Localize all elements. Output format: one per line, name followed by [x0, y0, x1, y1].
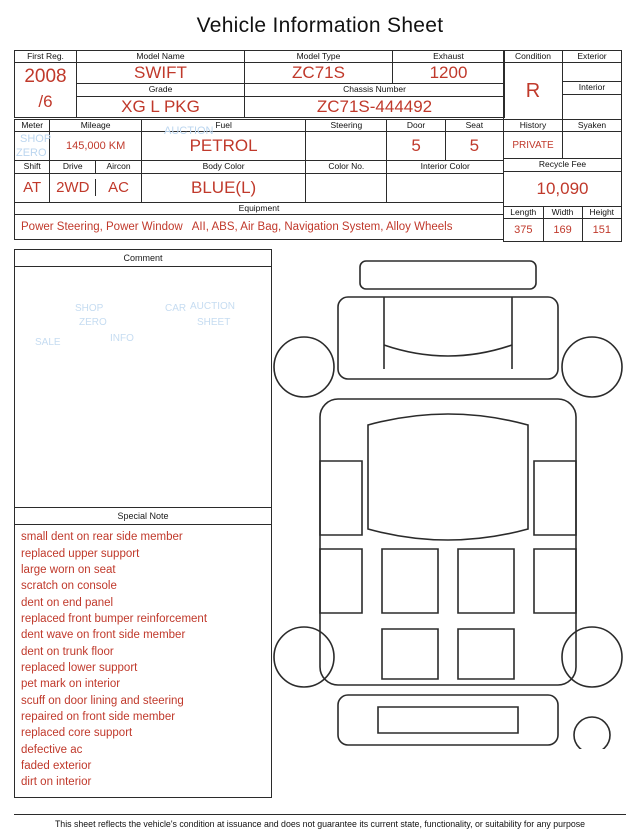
comment-watermark-7: SALE — [35, 337, 61, 349]
fuel-value: PETROL — [141, 132, 305, 161]
shift-label: Shift — [15, 161, 50, 173]
condition-table — [503, 50, 622, 120]
list-item: faded exterior — [21, 759, 92, 772]
list-item: large worn on seat — [21, 564, 116, 576]
vehicle-diagram-column — [272, 249, 626, 797]
top-section — [14, 50, 626, 120]
model-type-value: ZC71S — [245, 63, 393, 84]
list-item: replaced core support — [21, 727, 133, 740]
interior-color-label: Interior Color — [387, 161, 504, 173]
history-value: PRIVATE — [504, 132, 563, 159]
equipment-value — [15, 215, 503, 239]
special-note-box — [14, 507, 272, 797]
chassis-value: ZC71S-444492 — [245, 96, 505, 117]
equipment-part2: AII, ABS, Air Bag, Navigation System, Alloy Wheels — [191, 221, 453, 234]
model-name-value: SWIFT — [77, 63, 245, 84]
grade-value: XG L PKG — [77, 96, 245, 117]
list-item: replaced front bumper reinforcement — [21, 612, 208, 625]
length-label: Length — [510, 206, 537, 217]
door-value: 5 — [387, 132, 445, 161]
drive-value: 2WD — [56, 179, 90, 197]
wheel-front-left — [274, 337, 334, 397]
mileage-value: 145,000 KM — [50, 132, 142, 161]
roof — [368, 414, 528, 540]
wheel-front-right — [562, 337, 622, 397]
hood — [338, 297, 558, 379]
special-note-label: Special Note — [15, 508, 271, 525]
spare-wheel — [574, 717, 610, 749]
watermark-1: SHOP — [20, 132, 52, 145]
list-item: dirt on interior — [21, 776, 92, 789]
interior-value — [563, 94, 622, 119]
left-seat-front — [382, 549, 438, 613]
steering-label: Steering — [306, 119, 387, 131]
hood-lines — [384, 297, 512, 369]
top-left-table — [14, 50, 505, 118]
right-rear-door — [534, 549, 576, 613]
aircon-value: AC — [96, 179, 141, 196]
list-item: dent on trunk floor — [21, 645, 114, 658]
height-label: Height — [582, 207, 621, 218]
trunk — [338, 695, 558, 745]
comment-watermark-2: AUCTION — [190, 301, 235, 313]
recycle-label: Recycle Fee — [504, 159, 622, 171]
mid-left-table — [14, 119, 504, 241]
footer-disclaimer: This sheet reflects the vehicle's condition at issuance and does not guarantee its current state, functionality, or suitability for any purpose — [14, 814, 626, 829]
width-label: Width — [543, 207, 582, 218]
list-item: dent on end panel — [21, 596, 114, 609]
interior-color-value — [387, 173, 504, 202]
list-item: pet mark on interior — [21, 678, 121, 691]
history-label: History — [504, 119, 563, 131]
syaken-label: Syaken — [563, 119, 622, 131]
list-item: repaired on front side member — [21, 710, 176, 723]
list-item: scratch on console — [21, 580, 117, 593]
front-bumper — [360, 261, 536, 289]
watermark-2: ZERO — [16, 146, 47, 159]
watermark-3: AUCTION — [164, 124, 214, 137]
hood-curve — [384, 345, 512, 356]
width-value: 169 — [543, 219, 582, 241]
meter-value — [15, 132, 50, 161]
list-item: dent wave on front side member — [21, 629, 186, 642]
mileage-label: Mileage — [50, 119, 142, 131]
right-front-door — [534, 461, 576, 535]
body-color-label: Body Color — [141, 161, 305, 173]
exterior-value — [563, 63, 622, 82]
exhaust-label: Exhaust — [393, 51, 505, 63]
recycle-value: 10,090 — [504, 171, 622, 206]
special-note-list — [21, 529, 265, 790]
comment-watermark-6: INFO — [110, 333, 134, 345]
right-seat-rear — [458, 629, 514, 679]
syaken-value — [563, 132, 622, 159]
lower-section — [14, 249, 626, 797]
comment-label: Comment — [15, 250, 271, 267]
wheel-rear-left — [274, 627, 334, 687]
color-no-label: Color No. — [306, 161, 387, 173]
condition-label: Condition — [504, 51, 563, 63]
exterior-label: Exterior — [563, 51, 622, 63]
chassis-label: Chassis Number — [245, 84, 505, 96]
exhaust-value: 1200 — [393, 63, 505, 84]
mid-right-table — [503, 119, 622, 242]
vehicle-diagram — [272, 249, 624, 749]
rear-panel — [378, 707, 518, 733]
list-item: defective ac — [21, 743, 83, 756]
comment-body — [15, 267, 271, 507]
first-reg-year: 2008 — [24, 66, 67, 88]
door-label: Door — [387, 119, 445, 131]
special-note-body — [15, 525, 271, 796]
equipment-part1: Power Steering, Power Window — [21, 221, 183, 234]
length-value: 375 — [514, 224, 533, 237]
seat-value: 5 — [445, 132, 503, 161]
grade-label: Grade — [77, 84, 245, 96]
meter-label: Meter — [15, 119, 50, 131]
color-no-value — [306, 173, 387, 202]
comment-watermark-1: SHOP — [75, 303, 104, 315]
comment-watermark-5: CAR — [165, 303, 187, 315]
body-outline — [320, 399, 576, 685]
seat-label: Seat — [445, 119, 503, 131]
mid-section — [14, 119, 626, 242]
list-item: scuff on door lining and steering — [21, 694, 184, 707]
interior-label: Interior — [563, 82, 622, 94]
height-value: 151 — [582, 219, 621, 241]
list-item: replaced upper support — [21, 547, 140, 560]
first-reg-month: /6 — [38, 92, 53, 112]
steering-value — [306, 132, 387, 161]
comment-column — [14, 249, 272, 797]
left-rear-door — [320, 549, 362, 613]
page-title: Vehicle Information Sheet — [196, 14, 444, 37]
comment-watermark-4: SHEET — [197, 317, 231, 329]
list-item: replaced lower support — [21, 661, 138, 674]
list-item: small dent on rear side member — [21, 531, 183, 544]
comment-box — [14, 249, 272, 508]
model-type-label: Model Type — [245, 51, 393, 63]
condition-value: R — [504, 63, 563, 119]
first-reg-label: First Reg. — [15, 51, 77, 63]
fuel-label: Fuel — [141, 119, 305, 131]
wheel-rear-right — [562, 627, 622, 687]
right-seat-front — [458, 549, 514, 613]
equipment-label: Equipment — [15, 202, 504, 214]
comment-watermark-3: ZERO — [79, 317, 107, 329]
shift-value: AT — [15, 173, 50, 202]
drive-label: Drive — [62, 161, 83, 172]
aircon-label: Aircon — [96, 161, 141, 172]
model-name-label: Model Name — [77, 51, 245, 63]
left-front-door — [320, 461, 362, 535]
body-color-value: BLUE(L) — [141, 173, 305, 202]
left-seat-rear — [382, 629, 438, 679]
